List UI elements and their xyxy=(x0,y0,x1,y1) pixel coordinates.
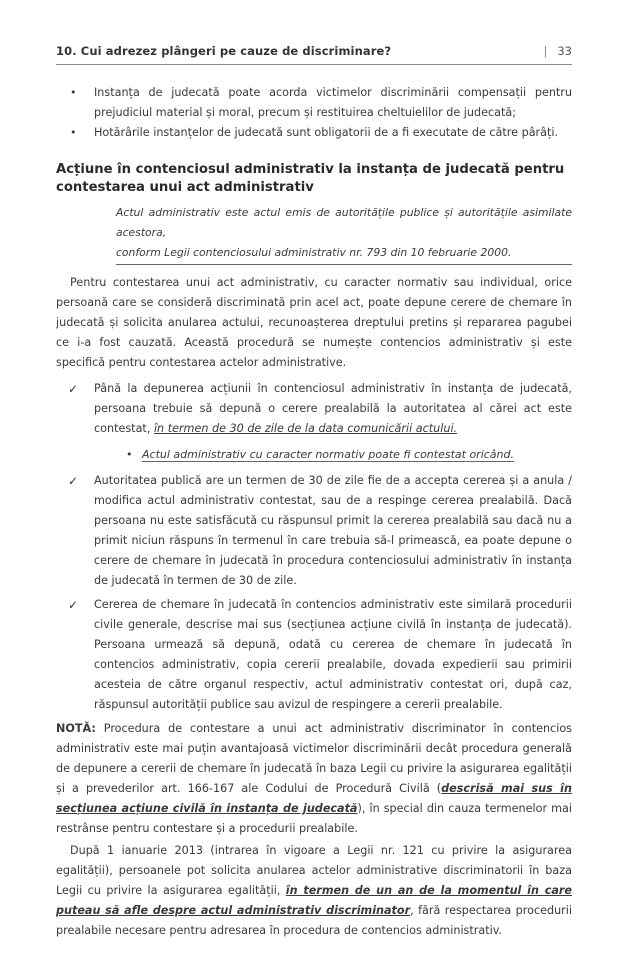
checklist-item xyxy=(56,471,572,591)
checklist-item xyxy=(56,379,572,465)
bullet-icon: • xyxy=(70,126,77,139)
checklist-text: Cererea de chemare în judecată în contencios administrativ este similară procedurii civile generale, descrise mai sus (secțiunea acțiune civilă în instanța de judecată). Persoana urmează să depună, odată cu cererea de chemare în judecată în contencios administrativ, copia cererii prealabile, dovada expedierii sau primirii acesteia de către organul respectiv, actul administrativ contestat ori, după caz, răspunsul autorității publice sau avizul de respingere a cererii prealabile. xyxy=(94,598,572,711)
emphasized-text: în termen de 30 de zile de la data comunicării actului. xyxy=(153,422,458,435)
chapter-title: 10. Cui adrezez plângeri pe cauze de discriminare? xyxy=(56,44,392,58)
checklist-item xyxy=(56,595,572,715)
bullet-text: Instanța de judecată poate acorda victimelor discriminării compensații pentru prejudiciul material și moral, precum și restituirea cheltuielilor de judecată; xyxy=(94,86,572,119)
section-heading: Acțiune în contenciosul administrativ la instanța de judecată pentru contestarea unui act administrativ xyxy=(56,162,565,195)
checkmark-icon: ✓ xyxy=(68,382,79,396)
paragraph xyxy=(56,841,572,941)
bullet-item xyxy=(56,83,572,123)
bullet-text: Hotărârile instanțelor de judecată sunt obligatorii de a fi executate de către pârâți. xyxy=(94,126,559,139)
note-paragraph xyxy=(56,719,572,839)
definition-quote xyxy=(116,203,572,265)
page-number-area xyxy=(543,44,572,58)
header-separator: | xyxy=(543,44,548,58)
emphasized-text: descrisă mai sus în secțiunea acțiune civilă în instanța de judecată xyxy=(56,782,572,815)
sub-bullet-text: Actul administrativ cu caracter normativ poate fi contestat oricând. xyxy=(142,448,514,461)
note-label: NOTĂ: xyxy=(56,722,96,735)
bullet-icon: • xyxy=(126,448,133,461)
checklist-text: Autoritatea publică are un termen de 30 de zile fie de a accepta cererea și a anula / modifica actul administrativ contestat, sau de a respinge cererea prealabilă. Dacă persoana nu este satisfăcută cu răspunsul primit la cererea prealabilă sau dacă nu a primit niciun răspuns în termenul în care trebuia să-l primească, ea poate depune o cerere de chemare în judecată în procedura contenciosului administrativ în instanța de judecată în termen de 30 de zile. xyxy=(94,474,572,587)
running-header xyxy=(56,44,572,65)
checkmark-icon: ✓ xyxy=(68,474,79,488)
checklist xyxy=(56,379,572,715)
emphasized-text: în termen de un an de la momentul în care puteau să afle despre actul administrativ discriminator xyxy=(56,884,572,917)
page-number: 33 xyxy=(557,44,572,58)
quote-line: Actul administrativ este actul emis de autoritățile publice și autoritățile asimilate acestora, xyxy=(116,206,572,239)
paragraph: Pentru contestarea unui act administrativ, cu caracter normativ sau individual, orice persoană care se consideră discriminată prin acel act, poate depune cerere de chemare în judecată și solicita anularea actului, recunoașterea dreptului pretins și repararea pagubei ce i-a fost cauzată. Această procedură se numește contencios administrativ și este specifică pentru contestarea actelor administrative. xyxy=(56,276,572,369)
bullet-icon: • xyxy=(70,86,77,99)
note-text: Procedura de contestare a unui act administrativ discriminator în contencios administrativ este mai puțin avantajoasă victimelor discriminării decât procedura generală de depunere a cererii de chemare în judecată în baza Legii cu privire la asigurarea egalității și a prevederilor art. 166-167 ale Codului de Procedură Civilă ( xyxy=(56,722,572,795)
sub-bullet xyxy=(114,445,572,465)
paragraph-text: După 1 ianuarie 2013 (intrarea în vigoare a Legii nr. 121 cu privire la asigurarea egalității), persoanele pot solicita anularea actelor administrative discriminatorii în baza Legii cu privire la asigurarea egalității, xyxy=(56,844,572,897)
checkmark-icon: ✓ xyxy=(68,598,79,612)
bullet-list xyxy=(56,83,572,143)
paragraph-text: , fără respectarea procedurii prealabile necesare pentru adresarea în procedura de contencios administrativ. xyxy=(56,904,572,937)
note-text: ), în special din cauza termenelor mai restrânse pentru contestare și a procedurii prealabile. xyxy=(56,802,572,835)
checklist-text: Până la depunerea acțiunii în contenciosul administrativ în instanța de judecată, persoana trebuie să depună o cerere prealabilă la autoritatea al cărei act este contestat, xyxy=(94,382,572,435)
bullet-item xyxy=(56,123,572,143)
quote-line: conform Legii contenciosului administrativ nr. 793 din 10 februarie 2000. xyxy=(116,246,512,259)
